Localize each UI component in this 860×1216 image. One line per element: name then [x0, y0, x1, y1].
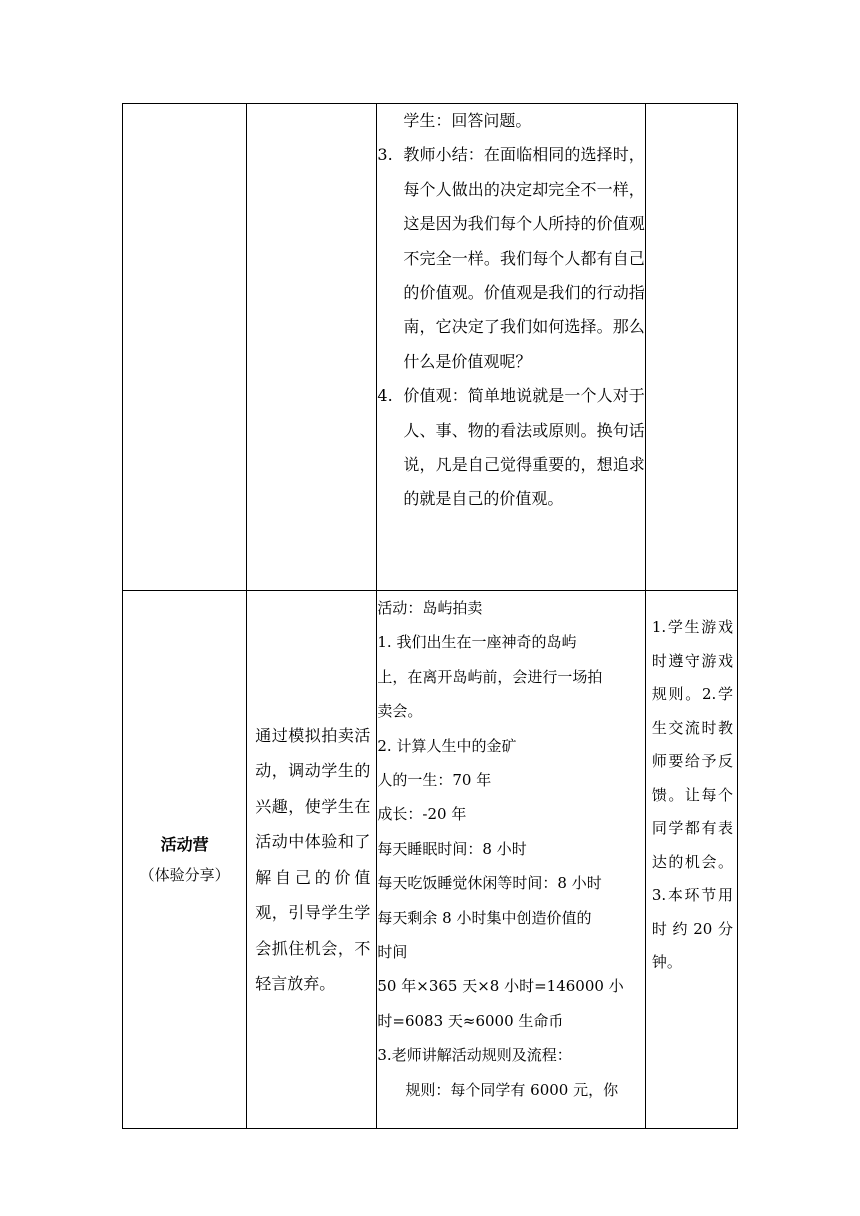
cell-goal	[247, 591, 377, 1129]
table-row-discussion	[123, 104, 738, 591]
cell-process	[377, 591, 645, 1129]
item-number: 4.	[377, 386, 393, 406]
cell-goal-empty	[247, 104, 377, 591]
item-number: 3.	[377, 145, 393, 165]
cell-process	[377, 104, 645, 591]
process-line: 1. 我们出生在一座神奇的岛屿	[377, 633, 577, 652]
process-line: 成长：-20 年	[377, 805, 467, 824]
stage-subtitle: （体验分享）	[139, 865, 230, 884]
stage-title: 活动营	[160, 834, 209, 854]
process-line: 规则：每个同学有 6000 元，你	[405, 1080, 619, 1099]
continuation-text: 学生：回答问题。	[403, 111, 532, 130]
process-line: 3.老师讲解活动规则及流程：	[377, 1046, 572, 1065]
process-line: 卖会。	[377, 702, 423, 721]
process-line: 每天吃饭睡觉休闲等时间：8 小时	[377, 874, 602, 893]
process-line: 时=6083 天≈6000 生命币	[377, 1011, 564, 1030]
item-text: 教师小结：在面临相同的选择时，每个人做出的决定却完全不一样，这是因为我们每个人所持的价值观不完全一样。我们每个人都有自己的价值观。价值观是我们的行动指南，它决定了我们如何选择。那么什么是价值观呢？	[403, 145, 645, 371]
cell-stage-empty	[123, 104, 247, 591]
process-line: 每天睡眠时间：8 小时	[377, 839, 527, 858]
cell-notes-empty	[645, 104, 737, 591]
process-line: 上，在离开岛屿前，会进行一场拍	[377, 667, 603, 686]
process-line: 人的一生：70 年	[377, 771, 492, 790]
goal-text: 通过模拟拍卖活动，调动学生的兴趣，使学生在活动中体验和了解自己的价值观，引导学生学会抓住机会，不轻言放弃。	[255, 725, 371, 993]
process-line: 每天剩余 8 小时集中创造价值的	[377, 908, 592, 927]
notes-text: 1.学生游戏时遵守游戏规则。2.学生交流时教师要给予反馈。让每个同学都有表达的机会。3.本环节用时约20分钟。	[651, 618, 733, 971]
process-line: 2. 计算人生中的金矿	[377, 736, 517, 755]
process-line: 50 年×365 天×8 小时=146000 小	[377, 977, 624, 996]
process-line: 活动：岛屿拍卖	[377, 599, 483, 617]
lesson-plan-table	[122, 103, 738, 1129]
cell-stage	[123, 591, 247, 1129]
process-line: 时间	[377, 943, 408, 962]
item-text: 价值观：简单地说就是一个人对于人、事、物的看法或原则。换句话说，凡是自己觉得重要的，想追求的就是自己的价值观。	[403, 386, 645, 509]
cell-notes	[645, 591, 737, 1129]
list-item	[377, 379, 644, 517]
list-item	[377, 138, 644, 379]
table-row-activity	[123, 591, 738, 1129]
